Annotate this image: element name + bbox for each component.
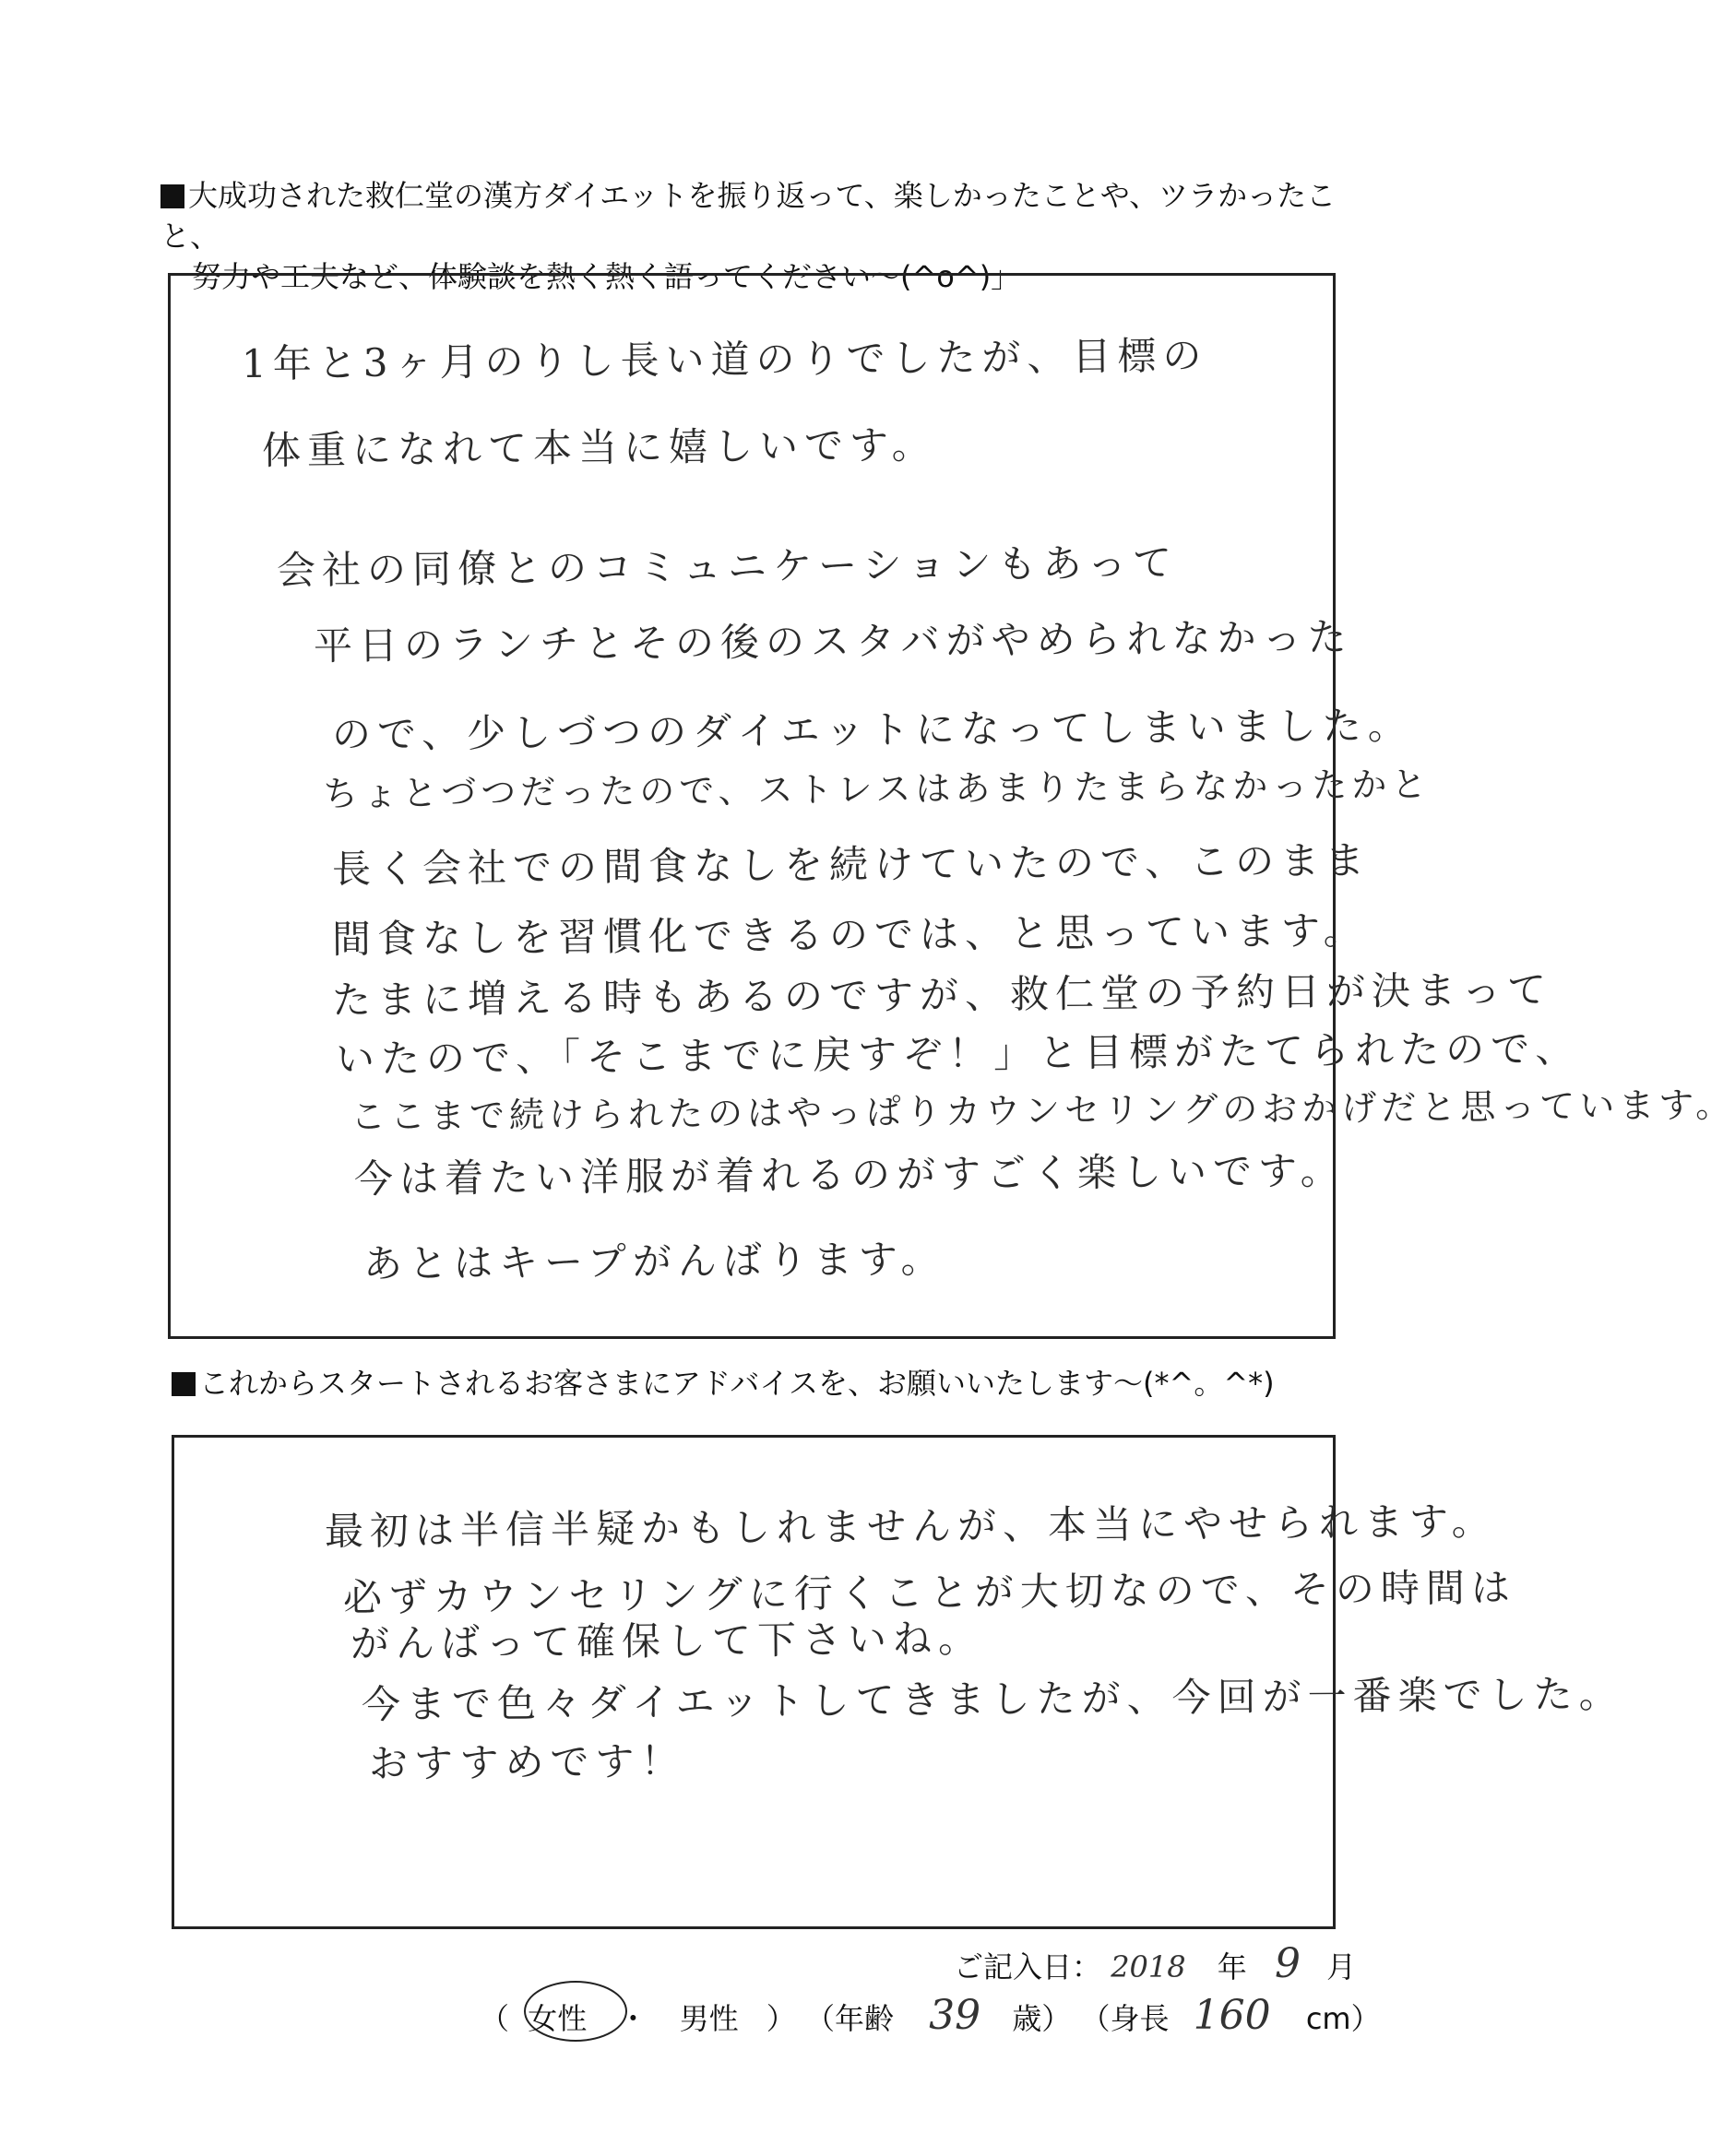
answer-1-line-12: 今は着たい洋服が着れるのがすごく楽しいです。 <box>353 1147 1346 1202</box>
height-label: （身長 <box>1080 2001 1170 2036</box>
open-paren: （ <box>480 2001 510 2036</box>
answer-1-line-6: ちょとづつだったので、ストレスはあまりたまらなかったかと <box>322 764 1432 814</box>
answer-1-line-4: 平日のランチとその後のスタバがやめられなかった <box>313 614 1353 669</box>
age-unit: 歳） <box>1012 2001 1072 2036</box>
question-1-line-2: 努力や工夫など、体験談を熱く熱く語ってください～(^o^)」 <box>192 259 1021 294</box>
month-unit: 月 <box>1326 1949 1357 1984</box>
answer-1-line-9: たまに増える時もあるのですが、救仁堂の予約日が決まって <box>331 966 1553 1023</box>
answer-1-line-10: いたので、「そこまでに戻すぞ！」と目標がたてられたので、 <box>335 1025 1581 1082</box>
question-1-line-1: 大成功された救仁堂の漢方ダイエットを振り返って、楽しかったことや、ツラかったこと、 <box>160 178 1337 254</box>
answer-2-line-4: 今まで色々ダイエットしてきましたが、今回が一番楽でした。 <box>361 1671 1624 1727</box>
age-label: （年齢 <box>804 2001 894 2036</box>
entry-year: 2018 <box>1111 1949 1186 1984</box>
gender-separator: ・ <box>618 2001 648 2036</box>
height-value: 160 <box>1193 1992 1271 2039</box>
answer-1-line-11: ここまで続けられたのはやっぱりカウンセリングのおかげだと思っています。 <box>350 1084 1735 1137</box>
close-paren: ） <box>766 2001 796 2036</box>
answer-2-line-3: がんばって確保して下さいね。 <box>350 1616 984 1666</box>
answer-1-line-3: 会社の同僚とのコミュニケーションもあって <box>276 539 1179 593</box>
year-unit: 年 <box>1217 1949 1247 1984</box>
answer-2-line-2: 必ずカウンセリングに行くことが大切なので、その時間は <box>342 1564 1517 1620</box>
answer-1-line-8: 間食なしを習慣化できるのでは、と思っています。 <box>331 907 1369 962</box>
square-bullet-icon <box>172 1372 196 1396</box>
square-bullet-icon <box>160 184 184 208</box>
entry-date-label: ご記入日： <box>954 1949 1102 1984</box>
answer-1-line-7: 長く会社での間食なしを続けていたので、このまま <box>331 837 1372 892</box>
question-2: これからスタートされるお客さまにアドバイスを、お願いいたします～(*^。^*) <box>172 1363 1371 1404</box>
height-unit: cm） <box>1305 2001 1381 2036</box>
answer-2-line-1: 最初は半信半疑かもしれませんが、本当にやせられます。 <box>324 1498 1497 1554</box>
answer-1-line-13: あとはキープがんばります。 <box>362 1236 946 1286</box>
answer-1-line-2: 体重になれて本当に嬉しいです。 <box>261 421 937 473</box>
answer-2-line-5: おすすめです！ <box>368 1738 686 1786</box>
gender-male: 男性 <box>679 2001 739 2036</box>
profile-row <box>480 1992 1381 2039</box>
answer-1-line-5: ので、少しづつのダイエットになってしまいました。 <box>331 702 1414 757</box>
entry-date <box>954 1940 1356 1987</box>
answer-1-line-1: 1年と3ヶ月のりし長い道のりでしたが、目標の <box>241 332 1208 386</box>
entry-month: 9 <box>1274 1940 1301 1987</box>
age-value: 39 <box>929 1992 981 2039</box>
gender-female: 女性 <box>528 2001 588 2036</box>
